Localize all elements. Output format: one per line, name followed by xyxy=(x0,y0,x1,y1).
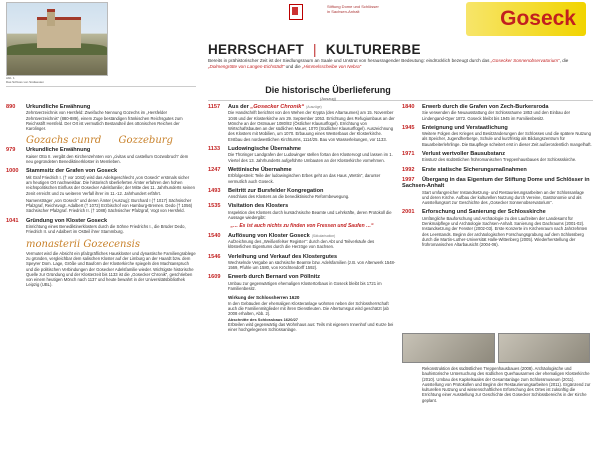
entry-title: Enteignung und Verstaatlichung xyxy=(422,124,508,131)
entry-year: 1133 xyxy=(208,146,221,153)
entry-title: Gründung von Kloster Goseck xyxy=(26,217,108,224)
entry-text: Umbau zur gegenwärtigen ehemaligen Klostertorbaus in Goseck bleibt bis 1721 im Familienbesitz. xyxy=(228,280,382,292)
timeline-entry xyxy=(402,151,592,163)
brand-line-2: in Sachsen-Anhalt xyxy=(327,9,360,14)
entry-year: 1041 xyxy=(6,217,19,224)
timeline-entry xyxy=(6,218,196,235)
brand-text xyxy=(327,4,381,14)
entry-note: (Auszüge) xyxy=(306,105,322,109)
entry-year: 1992 xyxy=(402,166,415,173)
timeline-entry xyxy=(402,104,592,121)
timeline-entry xyxy=(6,104,196,131)
intro-text: Bereits in prähistorischer Zeit ist der Siedlungsraum an Saale und Unstrut von herausragender Bedeutung: eindrücklich bezeugt durch das xyxy=(208,58,491,63)
extra-title-1: Wirkung der Schlossherren 1620 xyxy=(228,295,300,301)
entry-text: Wechselnde Vergabe an sächsische Beamte bzw. Adelsfamilien (z.B. von Altenwerk 1548-1569, Pfuhle um 1580, von Kröchtendorff 1592). xyxy=(228,259,396,271)
entry-year: 1609 xyxy=(208,274,221,281)
entry-text: Aufzeichnung des „Weißenfelser Register“: durch den Abt und Teilverkäufe des klösterlichen Eigentums durch die Herzöge von Sachsen. xyxy=(228,238,375,250)
heading-left: HERRSCHAFT xyxy=(208,42,304,57)
entry-note: (Säkularisation) xyxy=(311,233,336,238)
divider-left xyxy=(6,86,196,87)
entry-year: 1945 xyxy=(402,124,415,131)
timeline-entry xyxy=(208,233,396,250)
timeline-entry xyxy=(208,274,396,291)
brand-logo xyxy=(289,4,381,20)
castle-shape xyxy=(37,17,81,48)
entry-title: Beitritt zur Bursfelder Kongregation xyxy=(228,187,324,194)
chronicle-quote: „… Es ist auch nichts zu finden von Fressen und Saufen …“ xyxy=(230,223,374,230)
intro-highlight-2: „Dolmengrötte von Langen-Eichstädt“ xyxy=(208,64,285,69)
entry-text: Zehntverzeichnis von Hersfeld: Zweifache Nennung Gozechs im „Hersfelder Zehntverzeichnis“ (880-889), einem Zuge beständigen fränkischen Reichsgutes zum Reichsstift Hersfeld. Der Ort ist vermutlich Bestandteil des ottonischen Reiches der Karolinger. xyxy=(26,110,183,132)
intro-mid: , die xyxy=(559,58,569,63)
timeline-column-1 xyxy=(6,104,196,288)
entry-title: Auflösung von Kloster Goseck xyxy=(228,232,310,239)
entry-title: Erforschung und Sanierung der Schlosskirche xyxy=(422,209,546,216)
entry-text: Inspektion des Klosters durch kursächsische Beamte und Lehrkräfte, deren Protokoll die Aussage wiedergibt: xyxy=(228,209,392,221)
timeline-entry xyxy=(208,254,396,271)
entry-title: Verlust wertvoller Bausubstanz xyxy=(422,151,505,158)
section-subtitle: (Auszug) xyxy=(319,96,336,101)
entry-text: Die Handschrift berichtet von den Wehen der Krypta (des Altarraumes) am 15. November 1046 und der Klosterkirche am 29. September 1053. Errichtung des Refugiumbaus an der Mönche an der Ostmauer 1080/82 (Östlicher Klausurflügel). Errichtung von Wirtschaftsbauten an der südlichen Mauer, 1070 (Südlicher Klausurflügel). Auszeichnung des Klosters mit Mobilien, um 1070. Erbauung eines Westerbaus der Klosterkirche. Erstbau des nordwestlichen Kirchturms, 1114/25. Bau von Wasserleitungen, vor 1133. xyxy=(228,110,395,142)
entry-text: Anschluss des Klosters an die benediktinische Reformbewegung. xyxy=(228,194,350,200)
timeline-entry xyxy=(402,167,592,173)
entry-title-highlight: „Gosecker Chronik“ xyxy=(250,104,305,110)
entry-title: Stammsitz der Grafen von Goseck xyxy=(26,168,118,175)
entry-title: Erwerb durch Bernard von Pöllnitz xyxy=(228,274,320,281)
entry-year: 1000 xyxy=(6,168,19,175)
entry-title: Wettinische Übernahme xyxy=(228,166,292,173)
entry-title: Urkundliche Erwähnung xyxy=(26,147,91,154)
extra-text-1: In den Gebäuden der ehemaligen Klosteranlage wohnten neben der Schlossherrschaft auch die Familienmitglieder mit ihren Dienstleuten. Die Altertumsgut wird geschätzt (ab 2008 erhalten, Abb. 2). xyxy=(228,300,389,317)
entry-year: 1971 xyxy=(402,151,415,158)
entry-year: 1157 xyxy=(208,104,221,110)
section-title: Die historische Überlieferung xyxy=(265,85,391,95)
extra-title-2: Abschnitte des Schlossbaus 1620/27 xyxy=(228,316,299,322)
entry-text: Einrichtung eines Benediktinerklosters durch die Söhne Friedrichs I., die Brüder Dedo, Friedrich II. und Adalbert im Ostteil ihrer Stammburg. xyxy=(26,224,186,235)
timeline-entry xyxy=(208,104,396,142)
entry-year: 890 xyxy=(6,104,16,110)
entry-text-recent: Rekonstruktion des südöstlichen Treppenhausbaues (2008). Archäologische und bauhistorische Untersuchung des südlichen Querhausarmes der ehemaligen Klosterkirche (2010). Umbau des Kapitelsaales der Gesamtanlage zum Schlossmuseum (2011). Ausstellung von Protokollen und Beginn der Restaurierungsarbeiten (2011). Ergänzend zur kulturellen Nutzung und wissenschaftlichen Erforschung des Ortes ist zukünftig die Errichtung einer Ausstellung zur Geschichte des Gosecker Schlossbereichs in der Kirche geplant. xyxy=(422,366,591,403)
intro-paragraph xyxy=(208,58,593,70)
entry-text: Sie verwenden die Neuausstattung der Schlossräume 1853 und den Einbau der Lindengand-Oper 1872. Goseck bleibt bis 1945 im Familienbesitz. xyxy=(422,110,571,121)
entry-year: 1247 xyxy=(208,166,221,173)
timeline-column-2 xyxy=(208,104,396,332)
entry-year: 1535 xyxy=(208,203,221,210)
intro-highlight-3: „Himmelsscheibe von Nebra“ xyxy=(301,64,362,69)
timeline-entry xyxy=(208,167,396,184)
entry-year: 1493 xyxy=(208,187,221,194)
entry-text: Umfängliche Bauforschung und Archäologie zu den Laufzeiten der Landesamt für Denkmalpflege und Archäologie Sachsen-Anhalt. Sanierung des Dachraums (2001-02). Instandsetzung der Fenster (2002-03). Erste Konzerte im Kirchenraum nach Jahrzehnten des Leerstands. Beginn der archäologischen Forschungsgrabung auf dem Schlossberg durch die Martin-Luther-Universität Halle-Wittenberg (2005). Wiederherstellung der frühromanischen Altarbausicht (2004-06). xyxy=(422,215,588,248)
entry-title: Urkundliche Erwähnung xyxy=(26,104,91,110)
entry-text: Kaiser Otto II. vergibt den Kirchenzehnten von „civitas und castellum Gozwobruch“ dem neu gegründeten Benediktinerkloster in Memleben. xyxy=(26,153,189,165)
caption-line-1: Abb. 1 xyxy=(6,76,15,80)
brand-line-1: Stiftung Dome und Schlösser xyxy=(327,4,379,9)
entry-title: Übergang in das Eigentum der Stiftung Dome und Schlösser in Sachsen-Anhalt xyxy=(402,176,590,190)
goseck-badge: Goseck xyxy=(466,2,586,36)
interior-photos xyxy=(402,333,590,363)
intro-highlight-1: „Gosecker Sonnenobservatorium“ xyxy=(490,58,560,63)
timeline-entry xyxy=(208,203,396,220)
entry-text: Erbfolgestreit: Teile der ludowingischen Erbes geht an das Haus „Wettin“, darunter vermutlich auch Goseck. xyxy=(228,173,381,184)
heading-right: KULTURERBE xyxy=(325,42,421,57)
timeline-entry xyxy=(208,188,396,200)
timeline-entry xyxy=(402,209,592,247)
entry-title: Visitation des Klosters xyxy=(228,203,289,210)
interior-photo-2 xyxy=(498,333,591,363)
entry-text: Start umfangreicher Instandsetzung- und Restaurierungsarbeiten an der Schlossanlage und deren Kirche. Aufbau der kulturellen Nutzung durch Vereine, Gastronomie und als Ausstellungsort zur Geschichte des „Gosecker Sonnenobservatorium“. xyxy=(422,189,585,206)
timeline-entry xyxy=(402,125,592,147)
entry-title: Erste statische Sicherungsmaßnahmen xyxy=(422,166,527,173)
entry-text: Einsturz des südöstlichen frühromanischen Treppenhausbaues der Schlossskirche. xyxy=(422,157,577,163)
timeline-entry xyxy=(6,147,196,164)
entry-text-holders: Namensträger „von Goseck“ und deren Ämter (Auszug): Burchard I († 1017) Sächsischer Pfalzgraf, Reichsvogt. Adalbert († 1072) Erzbischof von Hamburg-Bremen. Dedo († 1056) Sächsischer Pfalzgraf. Friedrich II. († 1088) Sächsischer Pfalzgraf, Vogt von Hersfeld. xyxy=(26,197,193,214)
entry-text-foundation: Vermutet wird die Absicht ein pfalzgräfliches Hauskloster und dynastische Familiengrablege zu gründen, vergleichbar dem salischen Kloster auf der Limburg an der Haardt bzw. dem Speyrer Dom. Lage, Größe und Bauform der Klosterkirche spiegeln den Machtanspruch und die politischen Verbindungen der Gosecker Adelsfamilie wieder. Wichtigste historische Quelle zur Gründung und der Klosterzeit bis 1133 ist die „Gosecker Chronik“, geschrieben von einem heutigen Mönch nach 1137 und heute bewahrt in der Universitätsbibliothek Leipzig (UBL). xyxy=(26,250,196,288)
entry-title: Verleihung und Verkauf des Klostergutes xyxy=(228,253,338,260)
page-heading xyxy=(208,42,421,57)
tower-shape xyxy=(47,9,55,26)
script-name-2: Gozzeburg xyxy=(118,135,173,147)
entry-year: 1840 xyxy=(402,104,415,110)
timeline-entry xyxy=(6,168,196,213)
intro-mid-2: und die xyxy=(284,64,302,69)
entry-text: Mit Graf Friedrich I. († vor 1042) wird das Adelsgeschlecht „von Goseck“ erstmals sicher am heutigen Ort nachweisbar. Die historisch überlieferten Ämter erfahren den hohen reichspolitischen Einfluss der Gosecker Adelsfamilie; der Mitte des 11. Jahrhunderts seinen Zenit erreicht und zu weiteren Verfall ihrer im 11.-12. Jahrhundert erfährt. xyxy=(26,174,195,196)
entry-text: Weitere Folgen des Krieges und Besitzänderungen der Schlosses und die spätere Nutzung als Speicher, Jugendherberge, Schule und kurzfristig als Bildungszentrum für Bauarbeiterlehrlinge. Die Baupflege scheitert erst in dieser Zeit außerordentlich mangelhaft. xyxy=(422,131,592,147)
entry-title: Aus der xyxy=(228,104,251,110)
timeline-entry xyxy=(208,146,396,163)
heading-separator: | xyxy=(313,42,317,57)
crest-icon xyxy=(289,4,303,20)
caption-line-2: Das Schloss von Südwesten xyxy=(6,80,45,84)
entry-year: 979 xyxy=(6,147,16,154)
script-monastery: monasterii Gozecensis xyxy=(26,238,140,250)
entry-text: Die Thüringer Landgrafen der Ludowinger stellen fortan den Klostervogt und lassen im 1. Viertel des 13. Jahrhunderts aufgeführte Umbauten an der Klosterkirche vornehmen. xyxy=(228,152,393,163)
extra-text-2: Erbteilen wird gegenwärtig das Wohnhaus aus: Teils mit eigenem Innenhof und Kurze bei einer hochgelegenen Schlossanlage. xyxy=(228,321,394,333)
entry-year: 1997 xyxy=(402,176,415,183)
entry-year: 1546 xyxy=(208,253,221,260)
castle-photo xyxy=(6,2,108,76)
script-name-1: Gozachs cunrd xyxy=(26,135,102,147)
entry-title: Erwerb durch die Grafen von Zech-Burkersroda xyxy=(422,104,549,110)
timeline-column-3 xyxy=(402,104,592,252)
entry-title: Ludowingische Übernahme xyxy=(228,146,302,153)
entry-year: 2001 xyxy=(402,209,415,216)
photo-caption xyxy=(6,76,44,84)
timeline-column-3-after xyxy=(402,366,592,403)
timeline-entry xyxy=(402,177,592,205)
script-names xyxy=(26,135,196,147)
entry-year: 1540 xyxy=(208,232,221,239)
interior-photo-1 xyxy=(402,333,495,363)
